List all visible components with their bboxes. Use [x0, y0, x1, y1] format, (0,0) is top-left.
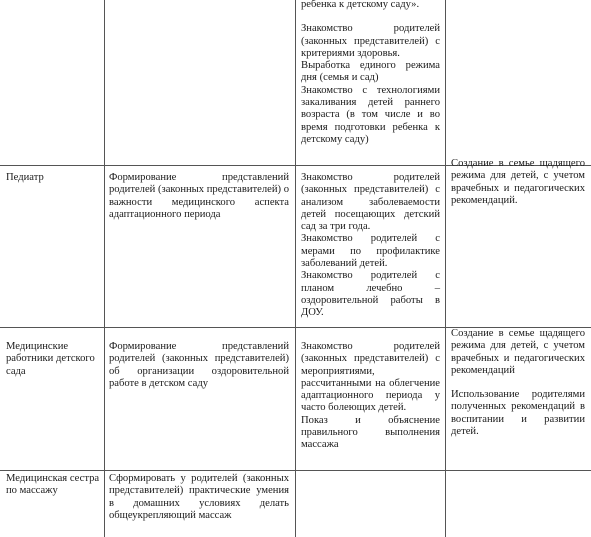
cell-paragraph: Знакомство родителей (законных представителей) с мероприятиями, рассчитанными на облегчение адаптационного периода у часто болеющих детей. — [301, 341, 440, 414]
table-row — [0, 328, 591, 470]
cell-paragraph: Создание в семье щадящего режима для детей, с учетом врачебных и педагогических рекомендаций. — [451, 158, 585, 206]
specialist-cell — [6, 341, 100, 378]
cell-paragraph: Знакомство родителей с планом лечебно – оздоровительной работы в ДОУ. — [301, 270, 440, 319]
cell-paragraph: Формирование представлений родителей (законных представителей) об организации оздоровительной работе в детском саду — [109, 341, 289, 389]
cell-paragraph: Знакомство родителей с мерами по профилактике заболеваний детей. — [301, 233, 440, 270]
table-row — [0, 158, 591, 327]
table-row — [0, 0, 591, 165]
goal-cell — [109, 172, 289, 221]
cell-paragraph: Формирование представлений родителей (законных представителей) о важности медицинского аспекта адаптационного периода — [109, 172, 289, 220]
cell-paragraph: Использование родителями полученных рекомендаций в воспитании и развитии детей. — [451, 389, 585, 438]
cell-paragraph: Знакомство родителей (законных представителей) с критериями здоровья. — [301, 23, 440, 59]
cell-paragraph: Знакомство с технологиями закаливания детей раннего возраста (в том числе и во время подготовки ребенка к детскому саду) — [301, 84, 440, 145]
goal-cell — [109, 341, 289, 390]
cell-paragraph: Сформировать у родителей (законных представителей) практические умения в домашних условиях делать общеукрепляющий массаж — [109, 473, 289, 521]
cell-paragraph: ребенка к детскому саду». — [301, 0, 420, 10]
row0-methods-cell — [301, 0, 440, 146]
methods-cell — [301, 172, 440, 320]
specialist-name: Педиатр — [6, 172, 44, 183]
cell-paragraph: Создание в семье щадящего режима для детей, с учетом врачебных и педагогических рекомендаций — [451, 328, 585, 376]
specialist-name: Медицинские работники детского сада — [6, 341, 95, 377]
cell-paragraph: Выработка единого режима дня (семья и сад) — [301, 60, 440, 84]
specialist-cell — [6, 473, 100, 498]
methods-cell — [301, 341, 440, 452]
goal-cell — [109, 473, 289, 522]
specialist-cell — [6, 172, 100, 184]
result-cell — [451, 328, 585, 438]
cell-paragraph: Знакомство родителей (законных представителей) с анализом заболеваемости детей посещающих детский сад за три года. — [301, 172, 440, 233]
table-row — [0, 471, 591, 537]
specialist-name: Медицинская сестра по массажу — [6, 473, 100, 497]
cell-paragraph: Показ и объяснение правильного выполнения массажа — [301, 414, 440, 451]
result-cell — [451, 158, 585, 207]
